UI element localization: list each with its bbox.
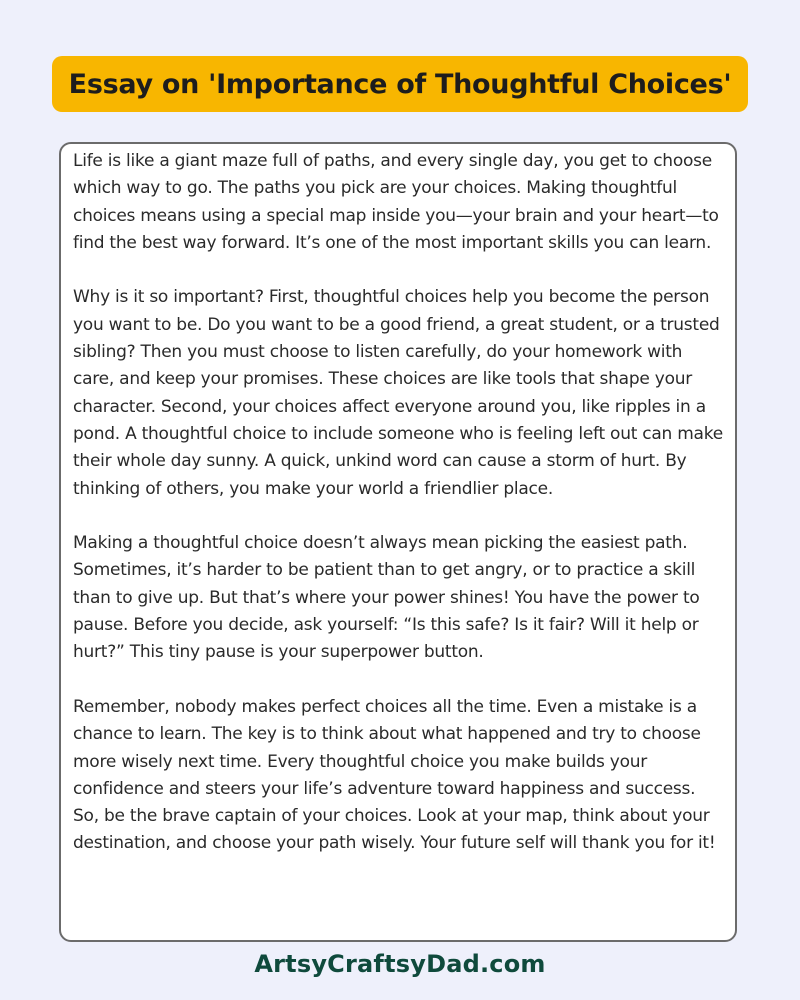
essay-paragraph-4: Remember, nobody makes perfect choices all the time. Even a mistake is a chance to learn. The key is to think about what happened and try to choose more wisely next time. Every thoughtful choice you make builds your confidence and steers your life’s adventure toward happiness and success. So, be the brave captain of your choices. Look at your map, think about your destination, and choose your path wisely. Your future self will thank you for it! <box>73 696 716 854</box>
essay-paragraph-1: Life is like a giant maze full of paths, and every single day, you get to choose which way to go. The paths you pick are your choices. Making thoughtful choices means using a special map inside you—your brain and your heart—to find the best way forward. It’s one of the most important skills you can learn. <box>73 151 719 253</box>
title-banner <box>52 56 748 112</box>
essay-paragraph-2: Why is it so important? First, thoughtful choices help you become the person you want to be. Do you want to be a good friend, a great student, or a trusted sibling? Then you must choose to listen carefully, do your homework with care, and keep your promises. These choices are like tools that shape your character. Second, your choices affect everyone around you, like ripples in a pond. A thoughtful choice to include someone who is feeling left out can make their whole day sunny. A quick, unkind word can cause a storm of hurt. By thinking of others, you make your world a friendlier place. <box>73 287 723 499</box>
footer-brand: ArtsyCraftsyDad.com <box>254 950 546 978</box>
page-title: Essay on 'Importance of Thoughtful Choices' <box>68 68 732 100</box>
essay-paragraph-3: Making a thoughtful choice doesn’t always mean picking the easiest path. Sometimes, it’s harder to be patient than to get angry, or to practice a skill than to give up. But that’s where your power shines! You have the power to pause. Before you decide, ask yourself: “Is this safe? Is it fair? Will it help or hurt?” This tiny pause is your superpower button. <box>73 533 700 663</box>
essay-box <box>59 142 737 942</box>
